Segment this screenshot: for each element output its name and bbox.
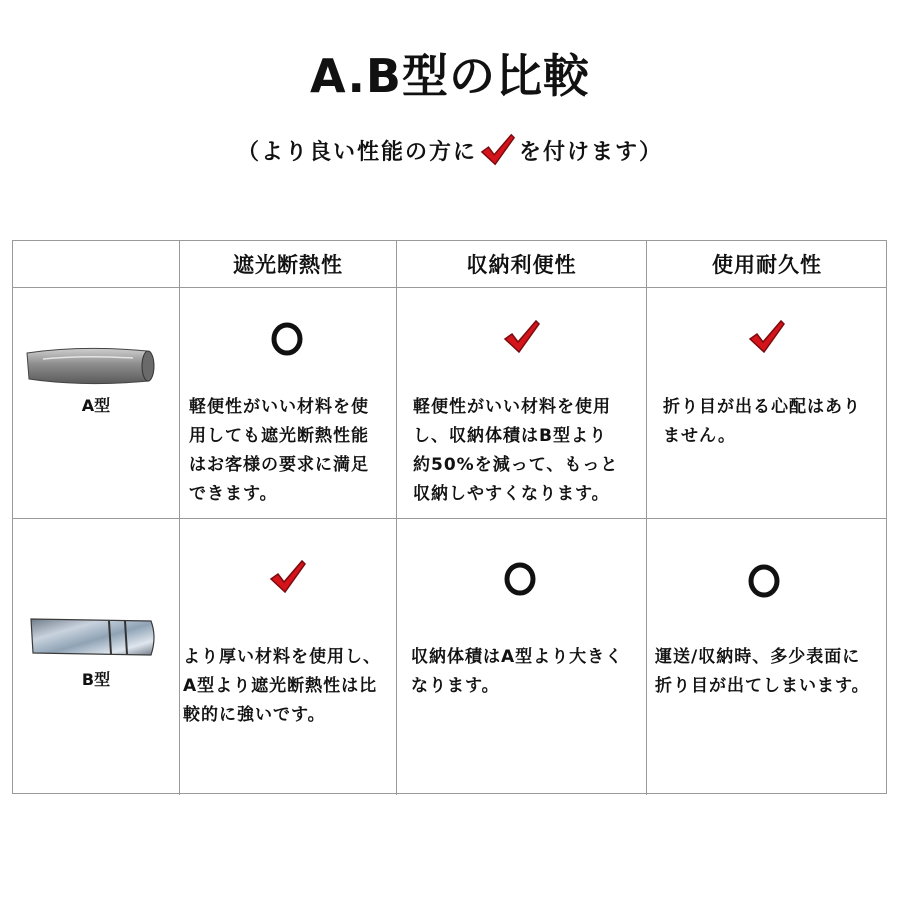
circle-icon: [747, 563, 781, 599]
note-line: なります。: [411, 676, 500, 696]
note-a-shading: [189, 393, 394, 509]
note-line: 折り目が出てしまいます。: [655, 676, 870, 696]
note-b-durability: [655, 643, 887, 701]
table-row-divider: [13, 518, 886, 519]
table-row-divider: [13, 287, 886, 288]
note-line: はお客様の要求に満足: [189, 455, 369, 475]
check-icon: [747, 317, 787, 357]
product-b-image: [29, 615, 157, 659]
note-line: 運送/収納時、多少表面に: [655, 647, 861, 667]
note-line: 約50%を減って、もっと: [413, 455, 619, 475]
column-header-shading: 遮光断熱性: [233, 253, 343, 277]
product-b-label: B型: [81, 670, 111, 689]
note-b-storage: [411, 643, 645, 701]
table-col-divider: [396, 241, 397, 795]
table-col-divider: [646, 241, 647, 795]
check-icon: [268, 557, 308, 597]
note-line: A型より遮光断熱性は比: [183, 676, 378, 696]
note-line: 軽便性がいい材料を使用: [413, 397, 611, 417]
table-col-divider: [179, 241, 180, 795]
note-line: し、収納体積はB型より: [413, 426, 607, 446]
comparison-table: [12, 240, 887, 794]
note-line: ません。: [663, 426, 737, 446]
circle-icon: [270, 321, 304, 357]
note-line: より厚い材料を使用し、: [183, 647, 381, 667]
subtitle-before: （より良い性能の方に: [236, 139, 477, 165]
note-line: 収納体積はA型より大きく: [411, 647, 624, 667]
subtitle: [0, 130, 900, 170]
note-a-storage: [413, 393, 645, 509]
note-b-shading: [183, 643, 395, 730]
note-line: 折り目が出る心配はあり: [663, 397, 861, 417]
note-a-durability: [663, 393, 885, 451]
subtitle-after: を付けます）: [519, 139, 664, 165]
check-icon: [502, 317, 542, 357]
circle-icon: [503, 561, 537, 597]
note-line: 用しても遮光断熱性能: [189, 426, 369, 446]
note-line: 収納しやすくなります。: [413, 484, 610, 504]
note-line: 軽便性がいい材料を使: [189, 397, 369, 417]
column-header-durability: 使用耐久性: [712, 253, 822, 277]
product-a-image: [23, 341, 157, 391]
note-line: 較的に強いです。: [183, 705, 326, 725]
page-title: A.B型の比較: [310, 49, 590, 103]
check-icon: [479, 130, 517, 170]
product-a-label: A型: [81, 396, 111, 415]
note-line: できます。: [189, 484, 278, 504]
column-header-storage: 収納利便性: [466, 253, 577, 277]
